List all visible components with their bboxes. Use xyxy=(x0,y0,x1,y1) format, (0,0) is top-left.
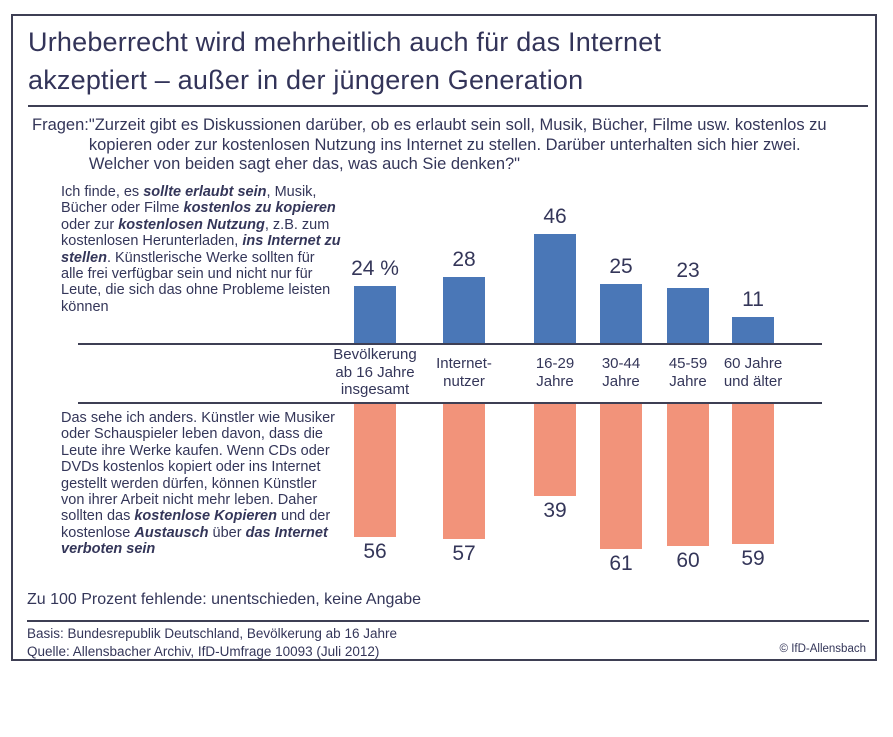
bar-bottom xyxy=(354,404,396,537)
category-label-line: Jahre xyxy=(669,372,707,390)
plain-text: über xyxy=(208,524,246,541)
question-label: Fragen: xyxy=(32,116,89,134)
bar-top xyxy=(667,288,709,343)
bar-value-top: 24 % xyxy=(351,257,399,280)
copyright: © IfD-Allensbach xyxy=(779,643,866,655)
bar-bottom xyxy=(443,404,485,539)
bar-top xyxy=(354,286,396,343)
source-line: Quelle: Allensbacher Archiv, IfD-Umfrage 10093 (Juli 2012) xyxy=(27,644,380,659)
emphasized-text: ins Internet zu stellen xyxy=(61,233,341,266)
category-label xyxy=(699,346,807,399)
category-label-line: insgesamt xyxy=(340,381,410,399)
bar-value-bottom: 39 xyxy=(543,499,567,522)
question-text: "Zurzeit gibt es Diskussionen darüber, ob es erlaubt sein soll, Musik, Bücher, Filme usw. kostenlos zu kopieren oder zur kostenlosen Nutzung ins Internet zu stellen. Darüber unterhalten sich hier zwei. Welcher von beiden sagt eher das, was auch Sie denken?" xyxy=(88,116,827,173)
bar-top xyxy=(600,284,642,343)
emphasized-text: kostenlosen Nutzung xyxy=(118,216,265,233)
bar-value-bottom: 60 xyxy=(676,549,700,572)
emphasized-text: das Internet verboten sein xyxy=(61,524,328,558)
plain-text: Das sehe ich anders. Künstler wie Musiker oder Schauspieler leben davon, dass die Leute ihre Werke kaufen. Wenn CDs oder DVDs kostenlos kopiert oder ins Internet gestellt werden dürfen, können Künstler von ihrer Arbeit nicht mehr leben. Daher sollten das xyxy=(61,410,336,525)
category-label-line: Jahre xyxy=(536,372,574,390)
category-label-line: nutzer xyxy=(443,372,485,390)
chart-area xyxy=(13,16,875,659)
emphasized-text: kostenlose Kopieren xyxy=(134,508,277,525)
emphasized-text: sollte erlaubt sein xyxy=(143,184,267,200)
bar-value-bottom: 61 xyxy=(609,552,633,575)
plain-text: und der kostenlose xyxy=(61,508,331,541)
bar-value-top: 11 xyxy=(742,288,764,311)
bar-top xyxy=(443,277,485,343)
page-title-line-1: Urheberrecht wird mehrheitlich auch für das Internet xyxy=(28,27,662,57)
bar-value-top: 23 xyxy=(676,259,700,282)
bar-bottom xyxy=(600,404,642,549)
bar-top xyxy=(732,317,774,343)
bar-bottom xyxy=(732,404,774,544)
footer-divider xyxy=(27,620,869,622)
emphasized-text: kostenlos zu kopieren xyxy=(183,200,336,217)
category-label-line: 30-44 xyxy=(601,355,641,372)
category-label-line: Bevölkerung xyxy=(333,346,417,364)
category-label-line: 60 Jahre xyxy=(723,355,783,372)
bar-bottom xyxy=(534,404,576,496)
bar-value-top: 28 xyxy=(452,248,476,271)
category-label-line: Internet- xyxy=(436,355,492,372)
bar-value-bottom: 57 xyxy=(452,542,476,565)
bar-value-bottom: 59 xyxy=(741,547,765,570)
bar-bottom xyxy=(667,404,709,546)
plain-text: , z.B. zum kostenlosen Herunterladen, xyxy=(61,216,330,250)
plain-text: Ich finde, es xyxy=(61,184,144,200)
category-label-line: ab 16 Jahre xyxy=(335,363,415,381)
plain-text: . Künstlerische Werke sollten für alle frei verfügbar sein und nicht nur für Leute, die sich das ohne Probleme leisten können xyxy=(61,249,331,315)
category-label-line: 45-59 xyxy=(668,355,708,372)
page-title-line-2: akzeptiert – außer in der jüngeren Generation xyxy=(28,65,584,95)
category-label-line: Jahre xyxy=(602,372,640,390)
category-label-line: und älter xyxy=(723,372,783,390)
bar-value-top: 25 xyxy=(609,255,633,278)
basis-line: Basis: Bundesrepublik Deutschland, Bevölkerung ab 16 Jahre xyxy=(27,626,397,641)
footnote: Zu 100 Prozent fehlende: unentschieden, keine Angabe xyxy=(27,591,422,608)
chart-frame xyxy=(11,14,877,661)
plain-text: oder zur xyxy=(61,216,119,233)
category-label-line: 16-29 xyxy=(535,355,575,372)
bar-top xyxy=(534,234,576,343)
bar-value-top: 46 xyxy=(543,205,567,228)
plain-text: , Musik, Bücher oder Filme xyxy=(61,184,317,217)
emphasized-text: Austausch xyxy=(134,524,209,541)
bar-value-bottom: 56 xyxy=(363,540,387,563)
